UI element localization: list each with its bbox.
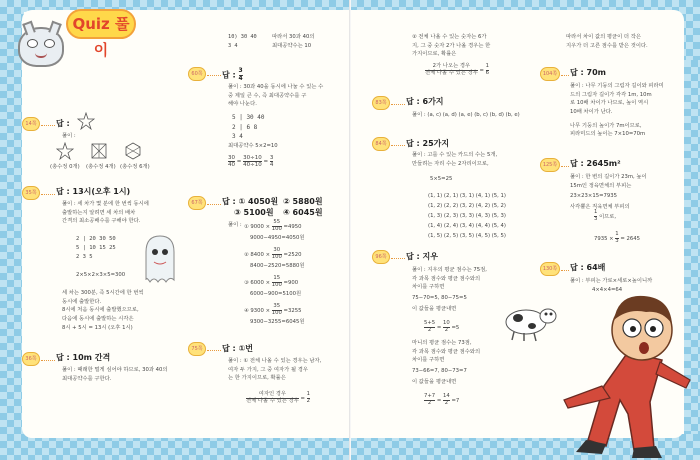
q60-frac-den: 4 [238,74,243,82]
col2-gcd [228,34,257,51]
q125-line-4: 사각뿔은 직육면체 부피의 [570,204,630,211]
q75-answer: 답 : ①번 [222,344,253,353]
q75-equation: $\frac{\text{여자인 경우}}{\text{전체 나올 수 있는 경우}}$ = $\frac{1}{2}$ [246,391,310,404]
q125-solution [570,174,682,213]
q125-third [594,210,616,223]
q75-eq-val-num: 1 [306,391,310,397]
q67-item-1-fn: 55 [273,219,281,225]
q35-line-2: 출발하는지 알려면 세 차의 배차 [62,209,136,216]
q84-badge: 84쪽 [372,137,390,151]
q35-after-1: 세 차는 300분, 즉 5시간에 한 번씩 [62,290,144,296]
cow-icon [500,300,560,342]
q104-line-2: 드의 그림자 길이가 각각 1m, 10m [570,91,652,98]
q67-item-2-sub: 8400−2520=5880원 [250,262,305,269]
q125-line-1: 풀이 : 한 변의 길이가 23m, 높이 [570,174,647,180]
q67-answer-3: ③ 5100원 [234,208,274,217]
q67-item-2-fd: 100 [271,253,282,260]
q96-eq1-c: 10 [443,320,450,326]
header [10,5,130,75]
q60-eq-f: 4 [269,162,274,169]
q35-after-2: 동시에 출발한다. [62,298,102,305]
q36-badge: 36쪽 [22,352,40,366]
q96-l2-1: 마니의 평균 점수는 73점, [412,340,472,346]
q60-answer [222,68,243,82]
col4-top [566,34,684,51]
q35-solution [62,201,172,227]
q96-eq2-c: 14 [443,393,450,399]
q104-line-3: 로 10배 차이가 나므로, 높이 역시 [570,100,649,107]
q96-l2-5: 이 값들을 평균내면 [412,378,457,385]
q67-badge: 67쪽 [188,196,206,210]
q75-eq-val-den: 2 [306,397,310,404]
q83-answer: 답 : 6가지 [406,97,444,106]
square-grid-icon [90,142,108,160]
q125-line-3: 23×23×15=7935 [570,193,618,200]
q67-item-2-num: ② 8400 × [244,251,271,258]
q84-pairs-5: (1, 5) (2, 5) (3, 5) (4, 5) (5, 5) [428,233,506,239]
q36-line-2: 최대공약수를 구한다. [62,375,112,382]
q84-pairs-3: (1, 3) (2, 3) (3, 3) (4, 3) (5, 3) [428,213,506,219]
q75-dots [207,350,221,352]
cat-mascot-icon [18,27,64,67]
col2-note-1: 따라서 30과 40의 [272,34,315,40]
col3-line-2: 지, 그 중 숫자 2가 나올 경우는 한 [412,42,491,49]
q96-eq1-a: 5+5 [424,320,436,326]
q36-answer: 답 : 10m 간격 [56,353,111,362]
q14-caption-2: (총수정 4개) [86,164,116,170]
col3-line-3: 가지이므로, 확률은 [412,51,457,58]
q84-pairs-2: (1, 2) (2, 2) (3, 2) (4, 2) (5, 2) [428,203,506,209]
q75-line-3: 는 한 가지이므로, 확률은 [228,375,286,382]
q60-equation: $\frac{30}{40}$ = $\frac{30\div 10}{40\div 10}$ = $\frac{3}{4}$ [228,155,274,169]
col3-top [412,34,522,60]
q60-gcd-table [232,114,265,143]
q60-frac-num: 3 [238,67,243,74]
q96-line-3: 차이를 구하면 [412,284,445,291]
q60-dots [207,75,221,77]
q125-dots [561,166,569,168]
q83-line: 풀이 : (a, c) (a, d) (a, e) (b, c) (b, d) (b, e) [412,112,520,118]
q67-answer-2: ② 5880원 [283,197,323,206]
q104-line-1: 풀이 : 나무 기둥의 그림자 길이와 피라미 [570,83,664,89]
col3-eq-val-den: 6 [485,69,489,76]
q60-eq-d: 40÷10 [243,162,262,169]
q67-item-3-fd: 100 [271,281,282,288]
q35-answer: 답 : 13시(오후 1시) [56,187,131,196]
q67-item-4-sub: 9300−3255=6045원 [250,318,305,325]
col3-eq-num: 2가 나오는 경우 [425,64,478,71]
q67-dots [207,204,221,206]
q75-eq-den: 전체 나올 수 있는 경우 [246,397,299,404]
q104-line-7: 피라미드의 높이는 7×10=70m [570,131,646,138]
q130-line-1: 풀이 : 부피는 가로×세로×높이니까 [570,278,653,284]
col2-note [272,34,314,51]
q96-line-4: 75−70=5, 80−75=5 [412,295,467,302]
q60-gcd-result: 최대공약수 5×2=10 [228,143,278,149]
q125-third-num: 1 [594,209,598,215]
col4-line-2: 지우가 더 고른 점수를 받은 것이다. [566,42,648,49]
q60-eq-c: 30÷10 [243,155,262,161]
q36-line-1: 풀이 : 때래한 멀게 심어야 하므로, 30과 40의 [62,367,168,373]
q83-badge: 83쪽 [372,96,390,110]
q67-answer-1: 답 : ① 4050원 [222,197,279,206]
q67-answer-4: ④ 6045원 [283,208,323,217]
q84-line-1: 풀이 : 고를 수 있는 카드의 수는 5개, [412,152,498,158]
q130-line-2: 4×4×4=64 [592,286,623,293]
q67-item-3-fn: 15 [273,275,281,281]
q60-answer-prefix: 답 : [222,70,236,80]
q125-final-lhs: 7935 × [594,235,614,242]
q96-eq2: $\frac{7+7}{2}$ = $\frac{14}{2}$ =7 [424,393,460,406]
q96-eq2-b: 2 [427,399,432,406]
q60-line-3: 해야 나눈다. [228,101,257,108]
page-fold [349,0,351,460]
q96-eq1: $\frac{5+5}{2}$ = $\frac{10}{2}$ =5 [424,320,460,333]
q96-eq1-d: 2 [444,326,449,333]
q96-eq2-a: 7+7 [424,393,436,399]
q67-item-2-res: =2520 [283,251,302,258]
q125-final [594,232,640,245]
q67-item-3-res: =900 [283,279,299,286]
q96-answer: 답 : 지우 [406,252,438,261]
q84-mult: 5×5=25 [430,176,453,182]
q75-solution [228,358,343,384]
q130-badge: 130쪽 [540,262,560,276]
q35-after-4: 다음에 동시에 출발하는 시각은 [62,316,134,323]
q60-eq-e: 3 [269,155,274,161]
q75-line-1: 풀이 : ① 전체 나올 수 있는 경우는 남자, [228,358,322,364]
q96-line-2: 각 과목 점수와 평균 점수와의 [412,275,481,282]
q35-after [62,290,162,333]
q96-eq1-b: 2 [427,326,432,333]
q130-answer: 답 : 64배 [570,263,606,272]
q35-lcm-table [76,236,116,263]
star-shape-icon [56,142,74,160]
q35-badge: 35쪽 [22,186,40,200]
q96-solution [412,267,512,314]
q75-line-2: 여자 두 가지, 그 중 여자가 될 경우 [228,366,308,373]
q35-lcm-row-1: 2 | 20 30 50 [76,236,116,242]
q60-solution [228,84,340,110]
q125-third-den: 3 [594,215,598,222]
hexagon-shape-icon [124,142,142,160]
surprised-boy-icon [558,290,698,460]
col3-line-1: ② 전체 나올 수 있는 숫자는 6가 [412,34,487,40]
q14-caption-3: (총수정 6개) [120,164,150,170]
q67-item-2 [244,248,304,271]
q60-eq-a: 30 [228,155,235,161]
q96-solution-2 [412,340,512,387]
q84-pairs-4: (1, 4) (2, 4) (3, 4) (4, 4) (5, 4) [428,223,506,229]
q84-pairs-1: (1, 1) (2, 1) (3, 1) (4, 1) (5, 1) [428,193,506,199]
q14-dots [41,125,55,127]
q104-badge: 104쪽 [540,67,560,81]
q14-caption-1: (총수정 0개) [50,164,80,170]
col3-eq-den: 전체 나올 수 있는 경우 [425,69,478,76]
q104-answer: 답 : 70m [570,68,606,77]
q104-line-6: 나무 기둥의 높이가 7m이므로, [570,122,642,129]
q67-item-4-fn: 35 [273,303,281,309]
q35-after-3: 8시에 처음 동시에 출발했으므로, [62,307,139,314]
q60-gcd-row-2: 2 | 6 8 [232,123,258,131]
q84-answer: 답 : 25가지 [406,139,450,148]
q130-dots [561,270,569,272]
col2-gcd-row-2: 3 4 [228,42,238,49]
q67-item-1 [244,220,304,243]
q83-dots [391,104,405,106]
q84-dots [391,145,405,147]
q104-line-4: 10배 차이가 난다. [570,109,613,116]
star-answer-icon [77,112,95,130]
q67-item-2-fn: 30 [273,247,281,253]
q104-line-5 [570,118,682,122]
q75-eq-num: 여자인 경우 [246,392,299,399]
col3-eq-val-num: 1 [485,63,489,69]
q96-l2-2: 각 과목 점수와 평균 점수와의 [412,348,481,355]
q35-line-3: 간격의 최소공배수를 구해야 한다. [62,218,141,225]
q67-item-4-res: =3255 [283,307,302,314]
col4-line-1: 따라서 차이 값의 평균이 더 작은 [566,34,641,40]
q125-final-den: 3 [615,237,619,244]
q67-item-4-fd: 100 [271,309,282,316]
q35-line-1: 풀이 : 세 차가 몇 분에 한 번씩 동시에 [62,201,149,207]
q35-lcm-row-2: 5 | 10 15 25 [76,244,116,251]
q67-sol-label: 풀이 : [228,222,242,228]
q96-line-1: 풀이 : 지우의 평균 점수는 75점, [412,267,487,273]
page-title: Quiz 풀이 [66,9,136,39]
q35-dots [41,194,55,196]
q36-solution [62,367,182,384]
q104-dots [561,75,569,77]
q67-item-3 [244,276,301,299]
col2-note-2: 최대공약수는 10 [272,42,312,49]
q60-badge: 60쪽 [188,67,206,81]
q96-dots [391,258,405,260]
q36-dots [41,360,55,362]
q96-badge: 96쪽 [372,250,390,264]
q67-item-4-num: ④ 9300 × [244,307,271,314]
q67-item-3-num: ③ 6000 × [244,279,271,286]
q14-badge: 14쪽 [22,117,40,131]
q104-solution [570,83,682,140]
q67-item-1-res: =4950 [283,223,302,230]
q96-line-5: 이 값들을 평균내면 [412,305,457,312]
q84-solution [412,152,527,169]
q14-sol-label: 풀이 : [62,133,76,139]
q35-after-5: 8시 + 5시 = 13시 (오후 1시) [62,324,133,331]
q14-answer: 답 : [56,119,70,128]
q60-answer-frac [239,68,243,82]
q125-line-2: 15m인 정육면체의 부피는 [570,182,632,189]
q96-eq2-res: =7 [451,397,460,404]
q67-item-1-sub: 9000−4950=4050원 [250,234,305,241]
q125-final-num: 1 [615,231,619,237]
q96-l2-3: 차이를 구하면 [412,357,445,364]
q84-line-2: 만들려는 자리 수는 2자리이므로, [412,160,489,167]
q67-item-1-num: ① 9000 × [244,223,271,230]
q67-item-3-sub: 6000−900=5100원 [250,290,302,297]
q96-eq2-d: 2 [444,399,449,406]
q125-badge: 125쪽 [540,158,560,172]
q125-final-tail: = 2645 [620,235,640,242]
q60-line-2: 중 제일 큰 수, 즉 최대공약수를 구 [228,92,307,99]
q60-gcd-row-3: 3 4 [232,133,243,141]
q125-answer: 답 : 2645m² [570,159,621,168]
q125-third-tail: 이므로, [599,213,617,220]
q96-eq1-res: =5 [451,324,460,331]
col2-gcd-row-1: 10) 30 40 [228,34,257,40]
q84-pairs [428,192,506,242]
q35-lcm-result: 2×5×2×3×5=300 [76,272,126,278]
q35-lcm-row-3: 2 3 5 [76,253,93,260]
ghost-mascot-icon [140,232,180,288]
q67-item-1-fd: 100 [271,225,282,232]
q96-l2-4: 73−66=7, 80−73=7 [412,368,467,375]
col3-equation: $\frac{\text{2가 나오는 경우}}{\text{전체 나올 수 있는 경우}}$ = $\frac{1}{6}$ [425,63,489,76]
q60-gcd-row-1: 5 | 30 40 [232,114,265,121]
q67-item-4 [244,304,304,327]
q60-line-1: 풀이 : 30과 40을 동시에 나눌 수 있는 수 [228,84,324,90]
q60-eq-b: 40 [228,162,235,169]
q75-badge: 75쪽 [188,342,206,356]
